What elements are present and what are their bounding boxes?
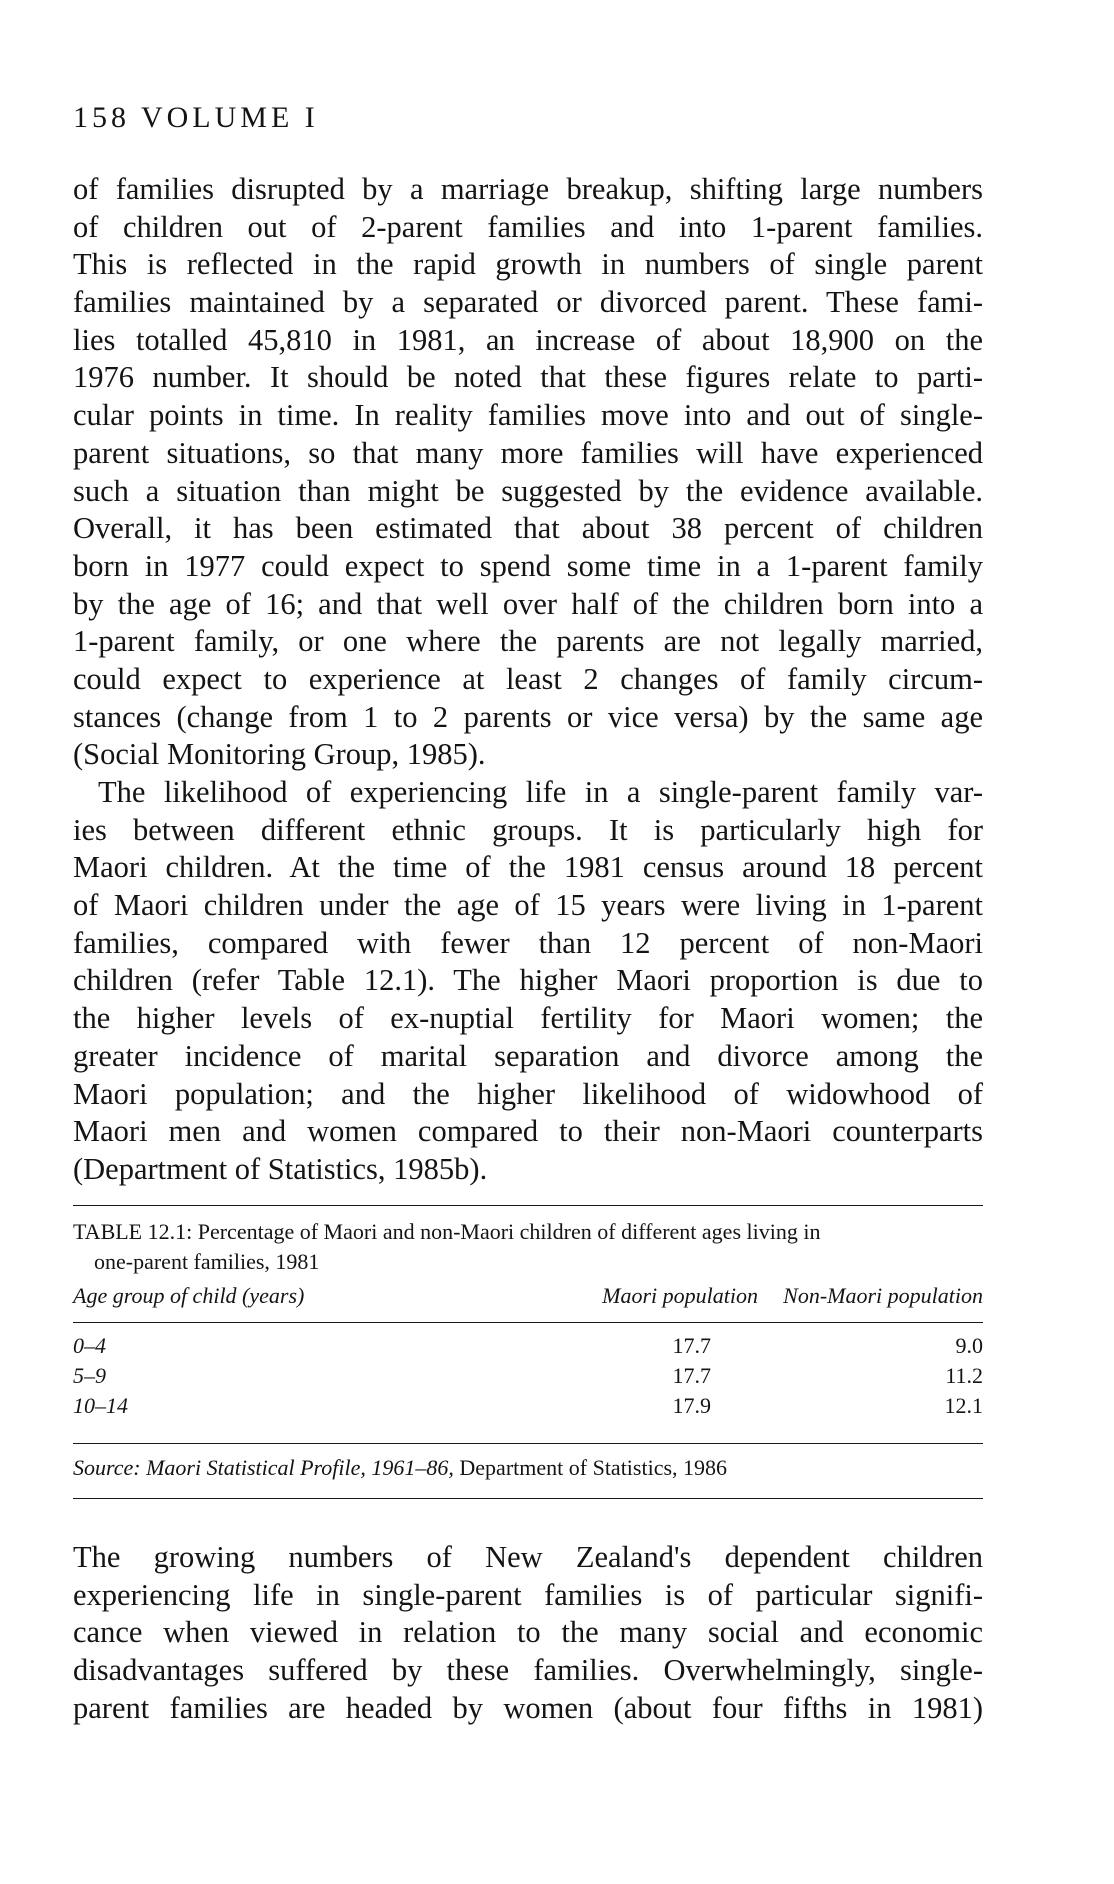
table-caption-line: one-parent families, 1981	[94, 1249, 320, 1274]
cell-maori: 17.7	[672, 1363, 711, 1388]
text-line: This is reflected in the rapid growth in numbers of single parent	[73, 247, 983, 282]
text-line: such a situation than might be suggested by the evidence available.	[73, 473, 983, 508]
text-line: cular points in time. In reality families move into and out of single-	[73, 398, 983, 433]
running-head: 158 VOLUME I	[73, 101, 319, 134]
table-row	[73, 1362, 983, 1390]
text-line: cance when viewed in relation to the many social and economic	[73, 1615, 983, 1650]
text-line: parent families are headed by women (about four fifths in 1981)	[73, 1690, 983, 1725]
text-line: experiencing life in single-parent families is of particular signifi-	[73, 1577, 983, 1612]
text-line: could expect to experience at least 2 changes of family circum-	[73, 661, 983, 696]
paragraph-3	[73, 1539, 983, 1727]
text-line: parent situations, so that many more families will have experienced	[73, 435, 983, 470]
paragraph-1	[73, 171, 983, 774]
text-line: ies between different ethnic groups. It is particularly high for	[73, 812, 983, 847]
text-line: greater incidence of marital separation and divorce among the	[73, 1038, 983, 1073]
header-maori-population: Maori population	[602, 1283, 758, 1308]
text-line: the higher levels of ex-nuptial fertility for Maori women; the	[73, 1001, 983, 1036]
text-line: Maori men and women compared to their non-Maori counterparts	[73, 1114, 983, 1149]
text-line: children (refer Table 12.1). The higher Maori proportion is due to	[73, 963, 983, 998]
cell-maori: 17.7	[672, 1333, 711, 1358]
text-line: families maintained by a separated or divorced parent. These fami-	[73, 285, 983, 320]
text-line: by the age of 16; and that well over half of the children born into a	[73, 586, 983, 621]
cell-non-maori: 9.0	[955, 1333, 983, 1358]
text-line: born in 1977 could expect to spend some time in a 1-parent family	[73, 548, 983, 583]
cell-non-maori: 11.2	[945, 1363, 983, 1388]
text-line: stances (change from 1 to 2 parents or vice versa) by the same age	[73, 699, 983, 734]
table-caption-line: TABLE 12.1: Percentage of Maori and non-Maori children of different ages living in	[73, 1219, 821, 1244]
source-publisher: Department of Statistics, 1986	[459, 1455, 728, 1480]
text-line: (Social Monitoring Group, 1985).	[73, 737, 486, 772]
text-line: families, compared with fewer than 12 percent of non-Maori	[73, 925, 983, 960]
cell-age: 0–4	[73, 1333, 106, 1358]
table-caption	[73, 1217, 983, 1277]
header-age-group: Age group of child (years)	[73, 1283, 305, 1308]
text-line: of families disrupted by a marriage breakup, shifting large numbers	[73, 172, 983, 206]
text-line: of Maori children under the age of 15 years were living in 1-parent	[73, 888, 983, 923]
header-non-maori-population: Non-Maori population	[783, 1283, 983, 1308]
table-header-row	[73, 1281, 983, 1311]
text-line: lies totalled 45,810 in 1981, an increase of about 18,900 on the	[73, 322, 983, 357]
table-row	[73, 1392, 983, 1420]
table-source-rule	[73, 1443, 983, 1444]
text-line: of children out of 2-parent families and into 1-parent families.	[73, 209, 983, 244]
table-top-rule	[73, 1205, 983, 1206]
text-line: The growing numbers of New Zealand's dependent children	[73, 1540, 983, 1574]
table-row	[73, 1332, 983, 1360]
table-header-rule	[73, 1322, 983, 1323]
text-line: Maori children. At the time of the 1981 census around 18 percent	[73, 850, 983, 885]
source-title: Maori Statistical Profile, 1961–86,	[146, 1455, 454, 1480]
text-line: 1-parent family, or one where the parents are not legally married,	[73, 624, 983, 659]
table-bottom-rule	[73, 1498, 983, 1499]
text-line: (Department of Statistics, 1985b).	[73, 1151, 488, 1186]
text-line: 1976 number. It should be noted that these figures relate to parti-	[73, 360, 983, 395]
cell-age: 5–9	[73, 1363, 106, 1388]
text-line: The likelihood of experiencing life in a single-parent family var-	[98, 775, 983, 809]
text-line: disadvantages suffered by these families. Overwhelmingly, single-	[73, 1653, 983, 1688]
cell-maori: 17.9	[672, 1393, 711, 1418]
paragraph-2	[73, 774, 983, 1189]
source-label: Source:	[73, 1455, 141, 1480]
cell-non-maori: 12.1	[944, 1393, 983, 1418]
cell-age: 10–14	[73, 1393, 128, 1418]
text-line: Maori population; and the higher likelihood of widowhood of	[73, 1076, 983, 1111]
text-line: Overall, it has been estimated that about 38 percent of children	[73, 511, 983, 546]
table-source	[73, 1453, 983, 1483]
